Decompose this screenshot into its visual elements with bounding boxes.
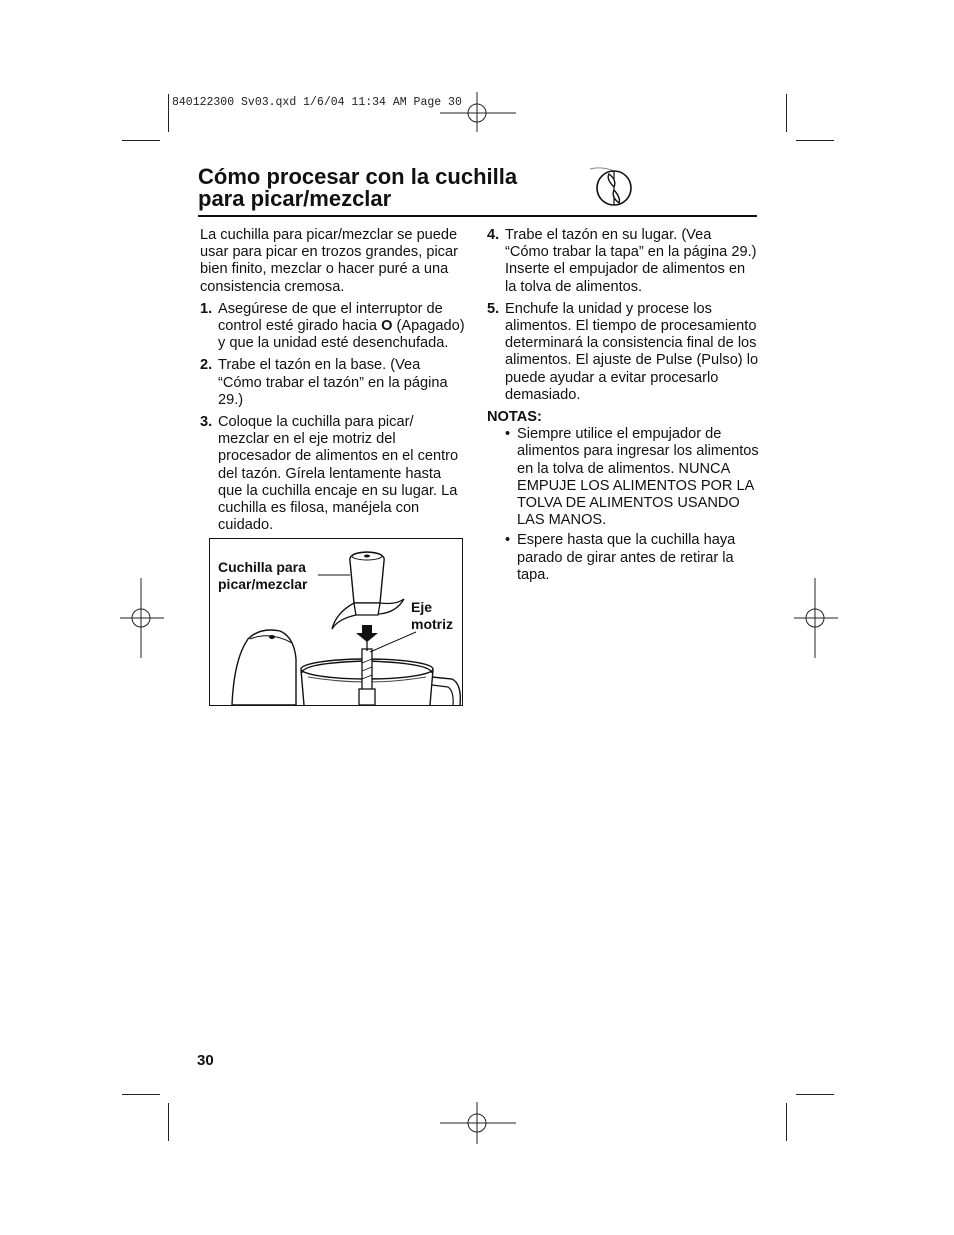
title-rule — [198, 215, 757, 217]
step-item — [487, 227, 759, 296]
bullet-icon: • — [505, 532, 511, 549]
registration-mark-icon — [440, 80, 516, 140]
step-text: Coloque la cuchilla para picar/ mezclar en el eje motriz del procesador de alimentos en el centro del tazón. Gírela lentamente hasta que la cuchilla encaje en su lugar. La cuchilla es filosa, manéjela con cuidado. — [218, 414, 459, 534]
blade-label-line: Cuchilla para — [218, 559, 306, 575]
step-item — [200, 357, 466, 409]
step-number: 3. — [200, 414, 213, 431]
crop-mark — [122, 140, 160, 141]
crop-mark — [786, 1103, 787, 1141]
left-column — [200, 227, 466, 539]
blade-illustration — [209, 538, 463, 706]
registration-mark-icon — [120, 578, 164, 658]
step-number: 4. — [487, 227, 500, 243]
step-text-part: (Apagado) y que la unidad esté desenchufada. — [218, 318, 465, 352]
page-title-line: Cómo procesar con la cuchilla — [198, 164, 518, 189]
step-number: 1. — [200, 300, 213, 317]
step-text: Enchufe la unidad y procese los alimentos. El tiempo de procesamiento determinará la consistencia final de los alimentos. El ajuste de Pulse (Pulso) lo puede ayudar a evitar procesarlo demasiado. — [505, 300, 759, 403]
note-text: Siempre utilice el empujador de alimentos para ingresar los alimentos en la tolva de alimentos. NUNCA EMPUJE LOS ALIMENTOS POR LA TOLVA DE ALIMENTOS USANDO LAS MANOS. — [517, 426, 759, 529]
crop-mark — [796, 140, 834, 141]
shaft-label-line: motriz — [411, 616, 453, 632]
registration-mark-icon — [440, 1098, 516, 1148]
page-title-line: para picar/mezclar — [198, 186, 392, 211]
note-item — [505, 532, 759, 584]
bullet-icon: • — [505, 426, 511, 443]
right-column — [487, 227, 759, 587]
shaft-label — [411, 599, 453, 633]
intro-paragraph: La cuchilla para picar/mezclar se puede usar para picar en trozos grandes, picar bien finito, mezclar o hacer puré a una consistencia cremosa. — [200, 227, 458, 295]
note-item — [505, 426, 759, 529]
crop-mark — [786, 94, 787, 132]
crop-mark — [796, 1094, 834, 1095]
blade-label-line: picar/mezclar — [218, 576, 308, 592]
step-text-part: Asegúrese de que el interruptor de control esté girado hacia — [218, 300, 443, 335]
step-number: 5. — [487, 300, 500, 317]
off-symbol: O — [381, 318, 393, 335]
step-item — [200, 414, 466, 534]
crop-mark — [122, 1094, 160, 1095]
page-number: 30 — [197, 1052, 214, 1069]
note-text: Espere hasta que la cuchilla haya parado de girar antes de retirar la tapa. — [517, 532, 736, 583]
shaft-label-line: Eje — [411, 599, 433, 615]
printer-slug: 840122300 Sv03.qxd 1/6/04 11:34 AM Page 30 — [172, 96, 462, 109]
step-item — [487, 301, 759, 404]
step-number: 2. — [200, 357, 213, 374]
step-item — [200, 301, 466, 353]
notes-heading: NOTAS: — [487, 409, 542, 426]
step-text: Trabe el tazón en la base. (Vea “Cómo trabar el tazón” en la página 29.) — [218, 357, 448, 408]
step-text — [218, 301, 466, 353]
step-text: Trabe el tazón en su lugar. (Vea “Cómo trabar la tapa” en la página 29.) Inserte el empujador de alimentos en la tolva de alimentos. — [505, 227, 757, 295]
registration-mark-icon — [794, 578, 838, 658]
blade-label — [218, 559, 308, 593]
crop-mark — [168, 94, 169, 132]
crop-mark — [168, 1103, 169, 1141]
chopping-blade-icon — [588, 165, 644, 211]
page-title — [198, 166, 598, 210]
